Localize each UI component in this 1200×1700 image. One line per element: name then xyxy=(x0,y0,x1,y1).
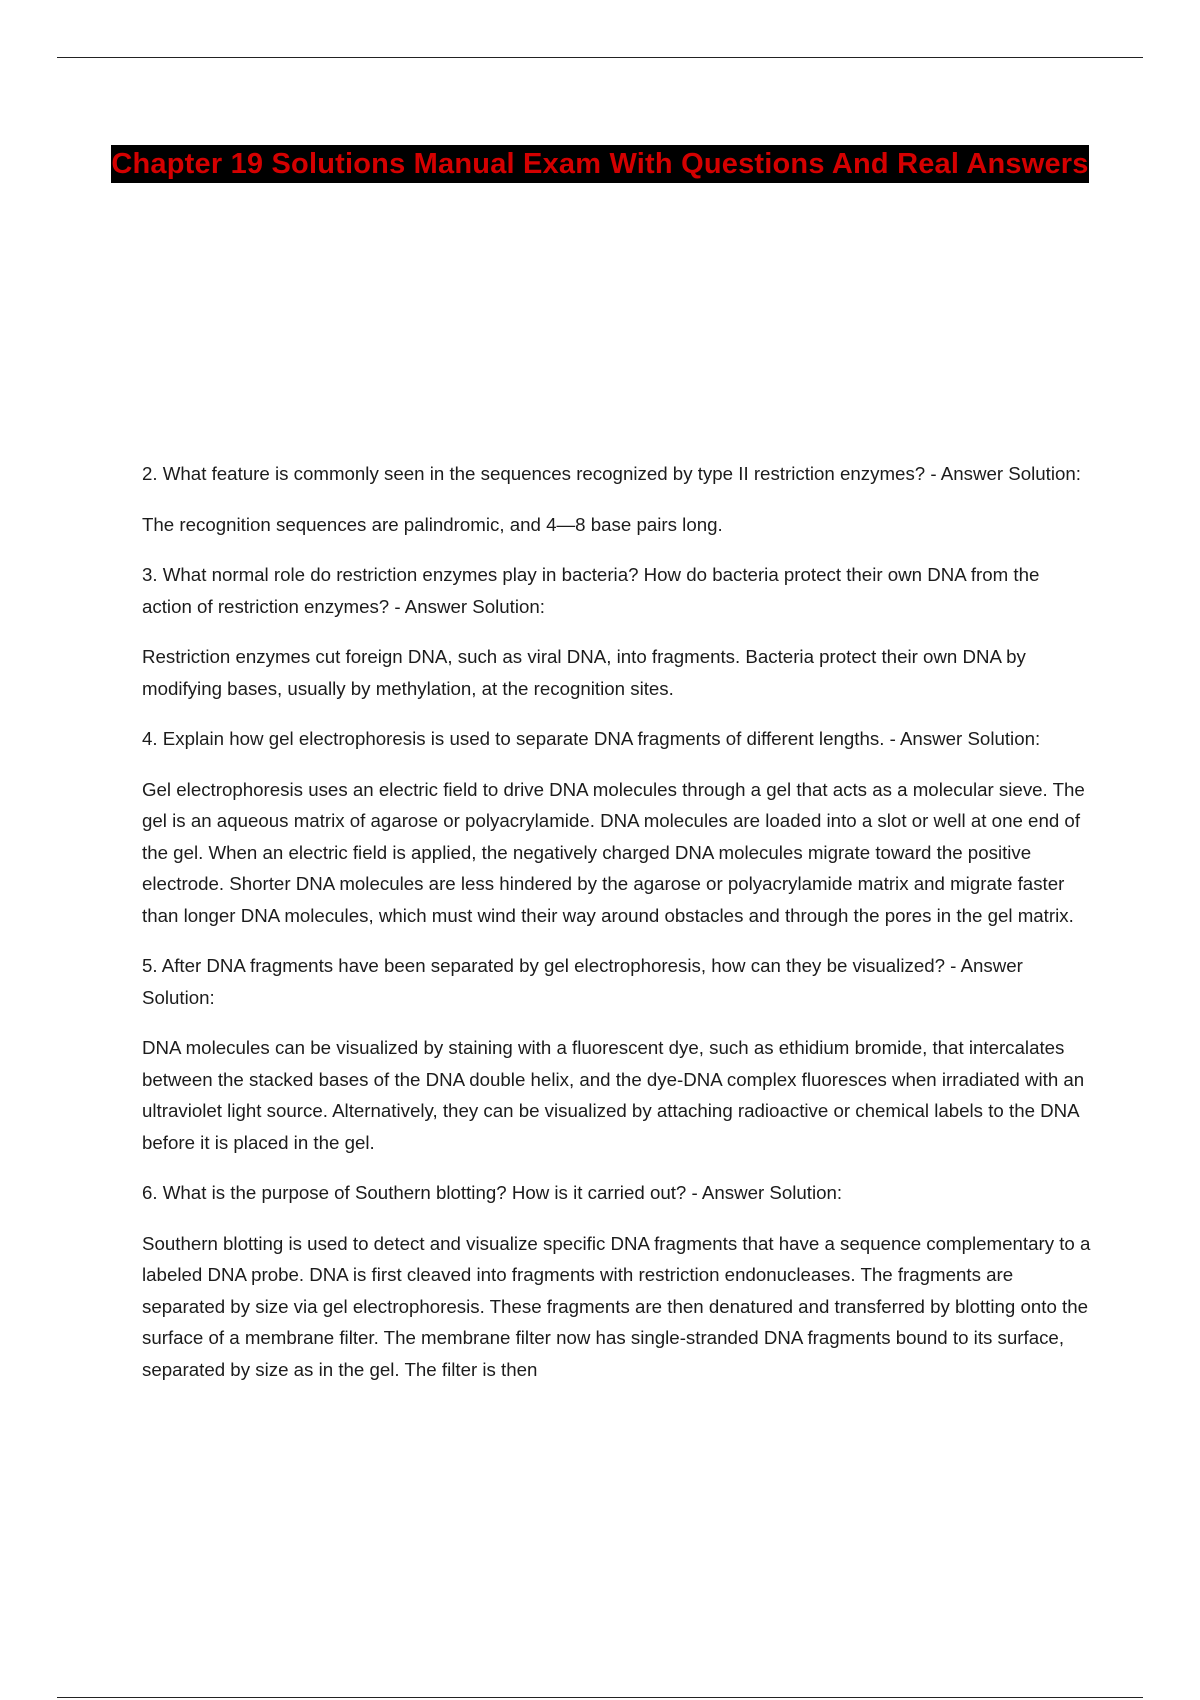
answer-4: Gel electrophoresis uses an electric field to drive DNA molecules through a gel that acts as a molecular sieve. The gel is an aqueous matrix of agarose or polyacrylamide. DNA molecules are loaded into a slot or well at one end of the gel. When an electric field is applied, the negatively charged DNA molecules migrate toward the positive electrode. Shorter DNA molecules are less hindered by the agarose or polyacrylamide matrix and migrate faster than longer DNA molecules, which must wind their way around obstacles and through the pores in the gel matrix. xyxy=(142,778,1085,926)
bottom-rule xyxy=(57,1697,1143,1698)
question-5: 5. After DNA fragments have been separated by gel electrophoresis, how can they be visualized? - Answer Solution: xyxy=(142,955,1023,1008)
document-title: Chapter 19 Solutions Manual Exam With Questions And Real Answers xyxy=(111,145,1088,183)
answer-5: DNA molecules can be visualized by staining with a fluorescent dye, such as ethidium bromide, that intercalates between the stacked bases of the DNA double helix, and the dye-DNA complex fluoresces when irradiated with an ultraviolet light source. Alternatively, they can be visualized by attaching radioactive or chemical labels to the DNA before it is placed in the gel. xyxy=(142,1037,1085,1153)
question-2: 2. What feature is commonly seen in the sequences recognized by type II restriction enzymes? - Answer Solution: xyxy=(142,463,1081,484)
document-body xyxy=(142,458,1092,1404)
question-6: 6. What is the purpose of Southern blotting? How is it carried out? - Answer Solution: xyxy=(142,1182,843,1203)
answer-2: The recognition sequences are palindromic, and 4—8 base pairs long. xyxy=(142,513,723,535)
answer-3: Restriction enzymes cut foreign DNA, such as viral DNA, into fragments. Bacteria protect their own DNA by modifying bases, usually by methylation, at the recognition sites. xyxy=(142,646,1026,699)
question-3: 3. What normal role do restriction enzymes play in bacteria? How do bacteria protect their own DNA from the action of restriction enzymes? - Answer Solution: xyxy=(142,564,1040,617)
question-4: 4. Explain how gel electrophoresis is used to separate DNA fragments of different lengths. - Answer Solution: xyxy=(142,728,1041,749)
top-rule xyxy=(57,57,1143,58)
title-block xyxy=(100,142,1100,191)
answer-6: Southern blotting is used to detect and visualize specific DNA fragments that have a sequence complementary to a labeled DNA probe. DNA is first cleaved into fragments with restriction endonucleases. The fragments are separated by size via gel electrophoresis. These fragments are then denatured and transferred by blotting onto the surface of a membrane filter. The membrane filter now has single-stranded DNA fragments bound to its surface, separated by size as in the gel. The filter is then xyxy=(142,1232,1091,1380)
